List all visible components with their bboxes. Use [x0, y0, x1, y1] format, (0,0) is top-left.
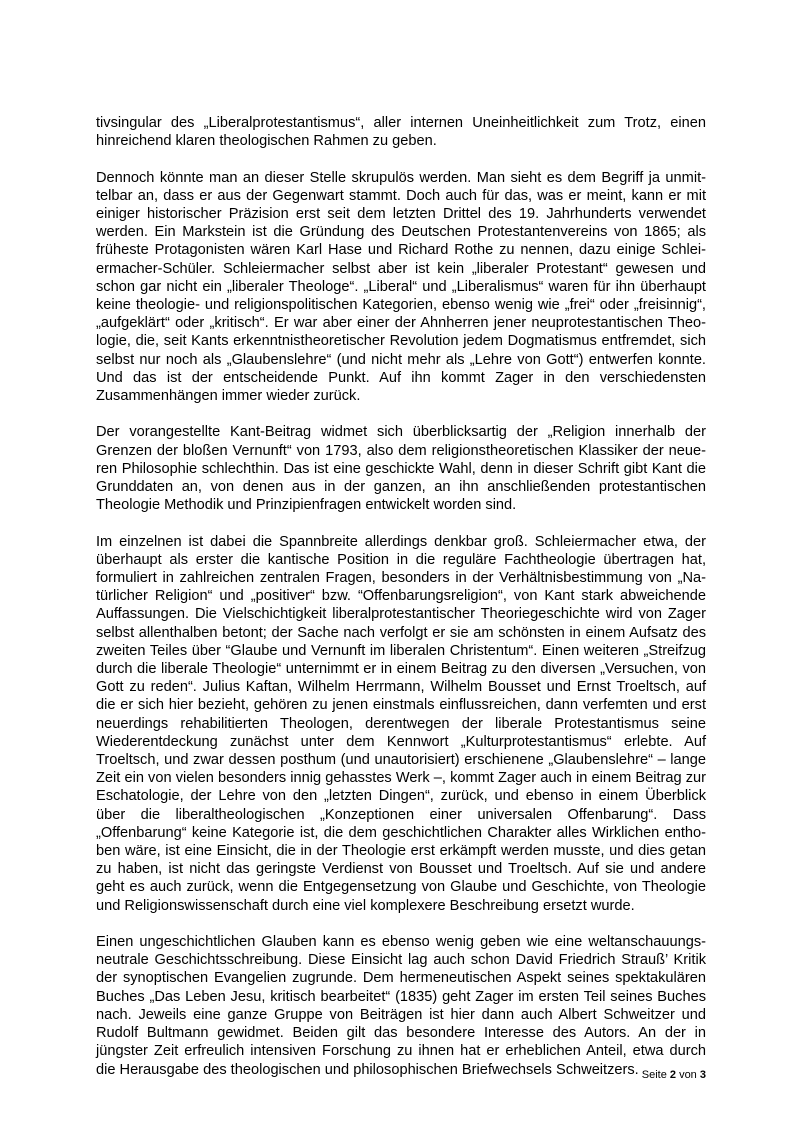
paragraph-4: Im einzelnen ist dabei die Spannbreite allerdings denkbar groß. Schleiermacher etwa, der überhaupt als erster die kantische Position in die reguläre Fachtheologie übertragen hat, formuliert in zahlreichen zentralen Fragen, besonders in der Verhältnisbestimmung von „Natürlicher Religion“ und „positiver“ bzw. “Offenbarungsreligion“, von Kant stark abweichende Auffassungen. Die Vielschichtigkeit liberalprotestantischer Theoriegeschichte wird von Zager selbst allenthalben betont; der Sache nach verfolgt er sie am schönsten in einem Aufsatz des zweiten Teiles über “Glaube und Vernunft im liberalen Christentum“. Einen weiteren „Streifzug durch die liberale Theologie“ unternimmt er in einem Beitrag zu den diversen „Versuchen, von Gott zu reden“. Julius Kaftan, Wilhelm Herrmann, Wilhelm Bousset und Ernst Troeltsch, auf die er sich hier bezieht, gehören zu jenen einstmals einflussreichen, dann verfemten und erst neuerdings rehabilitierten Theologen, derentwegen der liberale Protestantismus seine Wiederentdeckung zunächst unter dem Kennwort „Kulturprotestantismus“ erlebte. Auf Troeltsch, und zwar dessen posthum (und unautorisiert) erschienene „Glaubenslehre“ – lange Zeit ein von vielen besonders innig gehasstes Werk –, kommt Zager auch in einem Beitrag zur Eschatologie, der Lehre von den „letzten Dingen“, zurück, und ebenso in einem Überblick über die liberaltheologischen „Konzeptionen einer universalen Offenbarung“. Dass „Offenbarung“ keine Kategorie ist, die dem geschichtlichen Charakter alles Wirklichen enthoben wäre, ist eine Einsicht, die in der Theologie erst erkämpft werden musste, und dies getan zu haben, ist nicht das geringste Verdienst von Bousset und Troeltsch. Auf sie und andere geht es auch zurück, wenn die Entgegensetzung von Glaube und Geschichte, von Theologie und Religionswissenschaft durch eine viel komplexere Beschreibung ersetzt wurde.	[96, 533, 706, 914]
page-footer	[600, 1069, 706, 1081]
footer-prefix: Seite	[641, 1069, 667, 1081]
footer-page-total: 3	[699, 1069, 706, 1081]
page-body	[96, 114, 706, 1097]
paragraph-1: tivsingular des „Liberalprotestantismus“, aller internen Uneinheitlichkeit zum Trotz, einen hinreichend klaren theologischen Rahmen zu geben.	[96, 115, 706, 150]
paragraph-5: Einen ungeschichtlichen Glauben kann es ebenso wenig geben wie eine weltanschauungsneutrale Geschichtsschreibung. Diese Einsicht lag auch schon David Friedrich Strauß’ Kritik der synoptischen Evangelien zugrunde. Dem hermeneutischen Aspekt seines spektakulären Buches „Das Leben Jesu, kritisch bearbeitet“ (1835) geht Zager im ersten Teil seines Buches nach. Jeweils eine ganze Gruppe von Beiträgen ist hier dann auch Albert Schweitzer und Rudolf Bultmann gewidmet. Beiden gilt das besondere Interesse des Autors. An der in jüngster Zeit erfreulich intensiven Forschung zu ihnen hat er erheblichen Anteil, etwa durch die Herausgabe des theologischen und philosophischen Briefwechsels Schweitzers.	[96, 934, 706, 1078]
footer-page-number: 2	[669, 1069, 676, 1081]
footer-separator: von	[679, 1069, 697, 1081]
paragraph-3: Der vorangestellte Kant-Beitrag widmet sich überblicksartig der „Religion innerhalb der Grenzen der bloßen Vernunft“ von 1793, also dem religionstheoretischen Klassiker der neueren Philosophie schlechthin. Das ist eine geschickte Wahl, denn in dieser Schrift gibt Kant die Grunddaten an, von denen aus in der ganzen, an ihn anschließenden protestantischen Theologie Methodik und Prinzipienfragen entwickelt worden sind.	[96, 424, 706, 514]
paragraph-2: Dennoch könnte man an dieser Stelle skrupulös werden. Man sieht es dem Begriff ja unmittelbar an, dass er aus der Gegenwart stammt. Doch auch für das, was er meint, kann er mit einiger historischer Präzision erst seit dem letzten Drittel des 19. Jahrhunderts verwendet werden. Ein Markstein ist die Gründung des Deutschen Protestantenvereins von 1865; als früheste Protagonisten wären Karl Hase und Richard Rothe zu nennen, dazu einige Schleiermacher-Schüler. Schleiermacher selbst aber ist kein „liberaler Protestant“ gewesen und schon gar nicht ein „liberaler Theologe“. „Liberal“ und „Liberalismus“ waren für ihn überhaupt keine theologie- und religionspolitischen Kategorien, ebenso wenig wie „frei“ oder „freisinnig“, „aufgeklärt“ oder „kritisch“. Er war aber einer der Ahnherren jener neuprotestantischen Theologie, die, seit Kants erkenntnistheoretischer Revolution jedem Dogmatismus entfremdet, sich selbst nur noch als „Glaubenslehre“ (und nicht mehr als „Lehre von Gott“) entwerfen konnte. Und das ist der entscheidende Punkt. Auf ihn kommt Zager in den verschiedensten Zusammenhängen immer wieder zurück.	[96, 169, 706, 405]
